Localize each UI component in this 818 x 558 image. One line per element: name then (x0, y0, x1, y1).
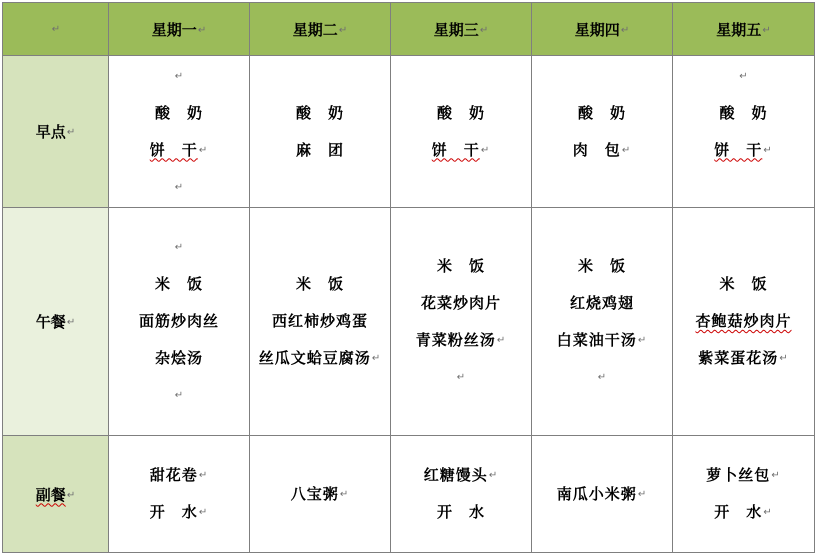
menu-cell: 米 饭 红烧鸡翅 白菜油干汤↵ ↵ (532, 208, 673, 436)
row-lunch (3, 208, 815, 436)
day-header-tue: 星期二↵ (250, 3, 391, 56)
menu-cell: 酸 奶 饼 干↵ (391, 56, 532, 208)
row-snack (3, 436, 815, 553)
weekly-menu-table (2, 2, 815, 553)
row-label-snack: 副餐↵ (3, 436, 109, 553)
menu-cell: 米 饭 西红柿炒鸡蛋 丝瓜文蛤豆腐汤↵ (250, 208, 391, 436)
menu-cell: 甜花卷↵ 开 水↵ (109, 436, 250, 553)
menu-cell: ↵ 米 饭 面筋炒肉丝 杂烩汤 ↵ (109, 208, 250, 436)
menu-cell: 南瓜小米粥↵ (532, 436, 673, 553)
row-breakfast (3, 56, 815, 208)
menu-cell: 红糖馒头↵ 开 水 (391, 436, 532, 553)
menu-cell: 米 饭 花菜炒肉片 青菜粉丝汤↵ ↵ (391, 208, 532, 436)
day-header-mon: 星期一↵ (109, 3, 250, 56)
row-label-breakfast: 早点↵ (3, 56, 109, 208)
menu-cell: 八宝粥↵ (250, 436, 391, 553)
menu-cell: 萝卜丝包↵ 开 水↵ (673, 436, 815, 553)
menu-cell: 米 饭 杏鲍菇炒肉片 紫菜蛋花汤↵ (673, 208, 815, 436)
day-header-thu: 星期四↵ (532, 3, 673, 56)
menu-cell: 酸 奶 肉 包↵ (532, 56, 673, 208)
day-header-wed: 星期三↵ (391, 3, 532, 56)
row-label-lunch: 午餐↵ (3, 208, 109, 436)
corner-cell (3, 3, 109, 56)
day-header-fri: 星期五↵ (673, 3, 815, 56)
header-row (3, 3, 815, 56)
paragraph-mark: ↵ (51, 24, 61, 35)
menu-cell: 酸 奶 麻 团 (250, 56, 391, 208)
menu-cell: ↵ 酸 奶 饼 干↵ (673, 56, 815, 208)
menu-cell: ↵ 酸 奶 饼 干↵ ↵ (109, 56, 250, 208)
